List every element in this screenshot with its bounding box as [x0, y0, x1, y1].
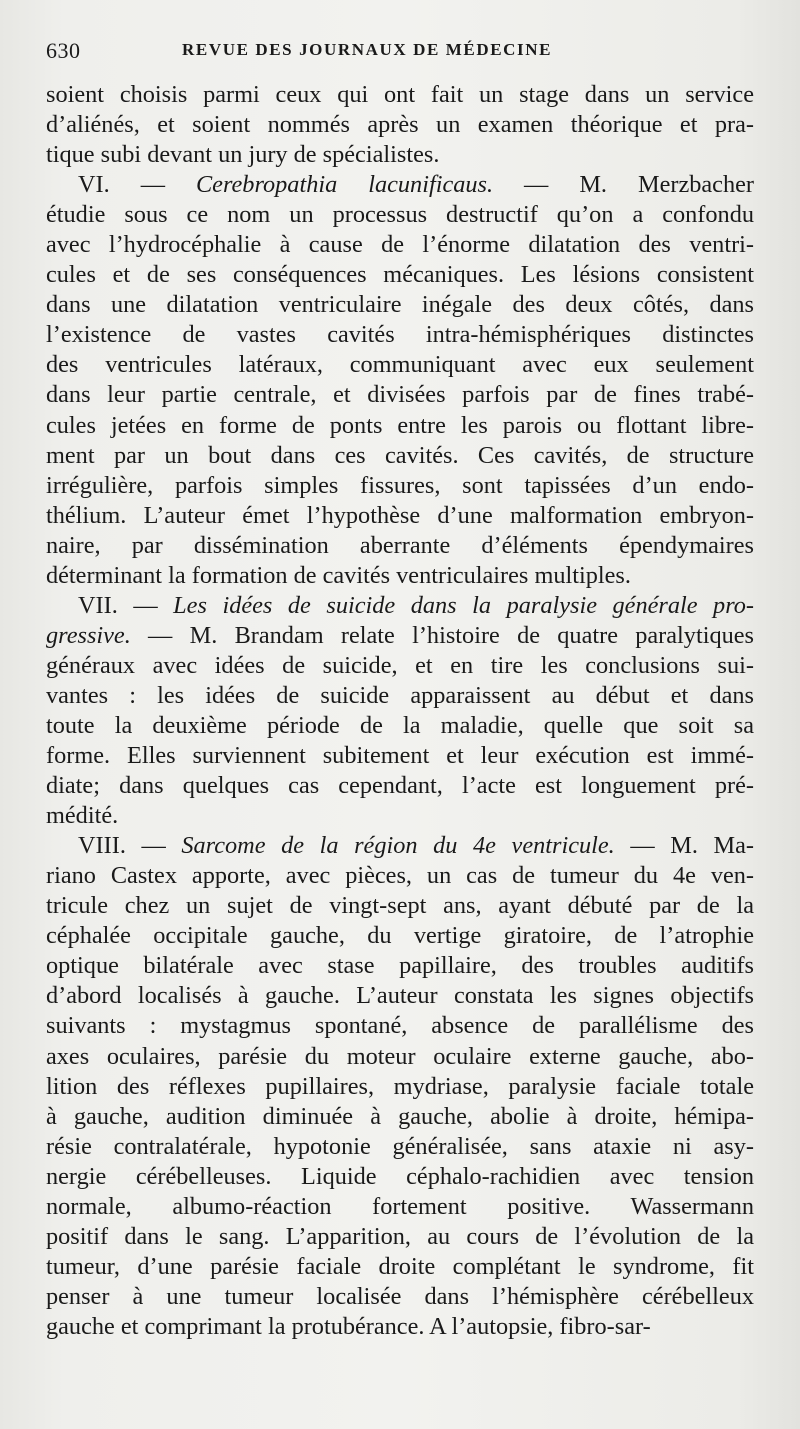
- text-line: [46, 1162, 754, 1192]
- line-text: des ventricules latéraux, communiquant avec eux seulement: [46, 351, 754, 379]
- line-text: déterminant la formation de cavités ventriculaires multiples.: [46, 561, 631, 589]
- line-text: — M. Merzbacher: [493, 171, 754, 199]
- line-text: riano Castex apporte, avec pièces, un cas de tumeur du 4e ven-: [46, 862, 754, 890]
- line-text: naire, par dissémination aberrante d’éléments épendymaires: [46, 531, 754, 559]
- text-line: [46, 531, 754, 561]
- text-line: [46, 501, 754, 531]
- text-line: [46, 1102, 754, 1132]
- line-text: étudie sous ce nom un processus destructif qu’on a confondu: [46, 201, 754, 229]
- text-line: [46, 1011, 754, 1041]
- section-title: gressive.: [46, 621, 131, 649]
- text-line: [46, 1282, 754, 1312]
- line-text: toute la deuxième période de la maladie, quelle que soit sa: [46, 711, 754, 739]
- line-text: dans une dilatation ventriculaire inégale des deux côtés, dans: [46, 291, 754, 319]
- line-text: gauche et comprimant la protubérance. A l’autopsie, fibro-sar-: [46, 1312, 651, 1340]
- text-line: [46, 320, 754, 350]
- text-line: [46, 981, 754, 1011]
- line-text: d’aliénés, et soient nommés après un examen théorique et pra-: [46, 111, 754, 139]
- text-line: [46, 681, 754, 711]
- text-line: [46, 1312, 754, 1342]
- text-line: [46, 380, 754, 410]
- text-line: [46, 741, 754, 771]
- line-text: VI. —: [78, 171, 196, 199]
- line-text: optique bilatérale avec stase papillaire, des troubles auditifs: [46, 952, 754, 980]
- line-text: à gauche, audition diminuée à gauche, abolie à droite, hémipa-: [46, 1102, 754, 1130]
- text-line: [46, 290, 754, 320]
- text-line: [46, 951, 754, 981]
- section-title: Les idées de suicide dans la paralysie générale pro-: [173, 591, 754, 619]
- text-line: [46, 230, 754, 260]
- section-title: Cerebropathia lacunificaus.: [195, 171, 494, 199]
- text-line: [46, 110, 754, 140]
- line-text: dans leur partie centrale, et divisées parfois par de fines trabé-: [46, 381, 754, 409]
- line-text: thélium. L’auteur émet l’hypothèse d’une malformation embryon-: [46, 501, 754, 529]
- line-text: l’existence de vastes cavités intra-hémisphériques distinctes: [46, 321, 754, 349]
- line-text: forme. Elles surviennent subitement et leur exécution est immé-: [46, 742, 754, 770]
- line-text: VII. —: [78, 591, 174, 619]
- article-body: [46, 80, 754, 1342]
- text-line: [46, 591, 754, 621]
- text-line: [46, 771, 754, 801]
- line-text: tricule chez un sujet de vingt-sept ans, ayant débuté par de la: [46, 892, 754, 920]
- text-line: [46, 200, 754, 230]
- line-text: penser à une tumeur localisée dans l’hémisphère cérébelleux: [46, 1282, 754, 1310]
- text-line: [46, 441, 754, 471]
- line-text: tumeur, d’une parésie faciale droite complétant le syndrome, fit: [46, 1252, 754, 1280]
- page-number: 630: [46, 38, 81, 63]
- running-head: REVUE DES JOURNAUX DE MÉDECINE: [182, 40, 553, 59]
- text-line: [46, 831, 754, 861]
- text-line: [46, 1132, 754, 1162]
- text-line: [46, 1072, 754, 1102]
- text-line: [46, 411, 754, 441]
- text-line: [46, 471, 754, 501]
- line-text: normale, albumo-réaction fortement positive. Wassermann: [46, 1192, 754, 1220]
- line-text: axes oculaires, parésie du moteur oculaire externe gauche, abo-: [46, 1042, 754, 1070]
- text-line: [46, 621, 754, 651]
- text-line: [46, 1042, 754, 1072]
- line-text: positif dans le sang. L’apparition, au cours de l’évolution de la: [46, 1222, 754, 1250]
- line-text: médité.: [46, 802, 119, 830]
- text-line: [46, 1252, 754, 1282]
- line-text: cules et de ses conséquences mécaniques. Les lésions consistent: [46, 261, 754, 289]
- line-text: — M. Ma-: [614, 832, 754, 860]
- line-text: résie contralatérale, hypotonie généralisée, sans ataxie ni asy-: [46, 1132, 754, 1160]
- text-line: [46, 861, 754, 891]
- line-text: généraux avec idées de suicide, et en tire les conclusions sui-: [46, 651, 754, 679]
- line-text: céphalée occipitale gauche, du vertige giratoire, de l’atrophie: [46, 922, 754, 950]
- page-header: [46, 38, 751, 68]
- line-text: lition des réflexes pupillaires, mydriase, paralysie faciale totale: [46, 1072, 754, 1100]
- text-line: [46, 561, 754, 591]
- line-text: ment par un bout dans ces cavités. Ces cavités, de structure: [46, 441, 754, 469]
- line-text: soient choisis parmi ceux qui ont fait un stage dans un service: [46, 81, 754, 108]
- line-text: diate; dans quelques cas cependant, l’acte est longuement pré-: [46, 772, 754, 800]
- line-text: suivants : mystagmus spontané, absence de parallélisme des: [46, 1012, 754, 1040]
- text-line: [46, 1192, 754, 1222]
- line-text: nergie cérébelleuses. Liquide céphalo-rachidien avec tension: [46, 1162, 754, 1190]
- text-line: [46, 80, 754, 110]
- line-text: VIII. —: [78, 832, 182, 860]
- line-text: — M. Brandam relate l’histoire de quatre paralytiques: [130, 621, 754, 649]
- text-line: [46, 921, 754, 951]
- line-text: irrégulière, parfois simples fissures, sont tapissées d’un endo-: [46, 471, 754, 499]
- line-text: d’abord localisés à gauche. L’auteur constata les signes objectifs: [46, 982, 754, 1010]
- text-line: [46, 350, 754, 380]
- line-text: vantes : les idées de suicide apparaissent au début et dans: [46, 681, 754, 709]
- text-line: [46, 140, 754, 170]
- text-line: [46, 801, 754, 831]
- line-text: cules jetées en forme de ponts entre les parois ou flottant libre-: [46, 411, 754, 439]
- line-text: avec l’hydrocéphalie à cause de l’énorme dilatation des ventri-: [46, 231, 754, 259]
- text-line: [46, 1222, 754, 1252]
- text-line: [46, 170, 754, 200]
- section-title: Sarcome de la région du 4e ventricule.: [181, 832, 615, 860]
- text-line: [46, 891, 754, 921]
- text-line: [46, 260, 754, 290]
- text-line: [46, 651, 754, 681]
- text-line: [46, 711, 754, 741]
- line-text: tique subi devant un jury de spécialistes.: [46, 141, 440, 169]
